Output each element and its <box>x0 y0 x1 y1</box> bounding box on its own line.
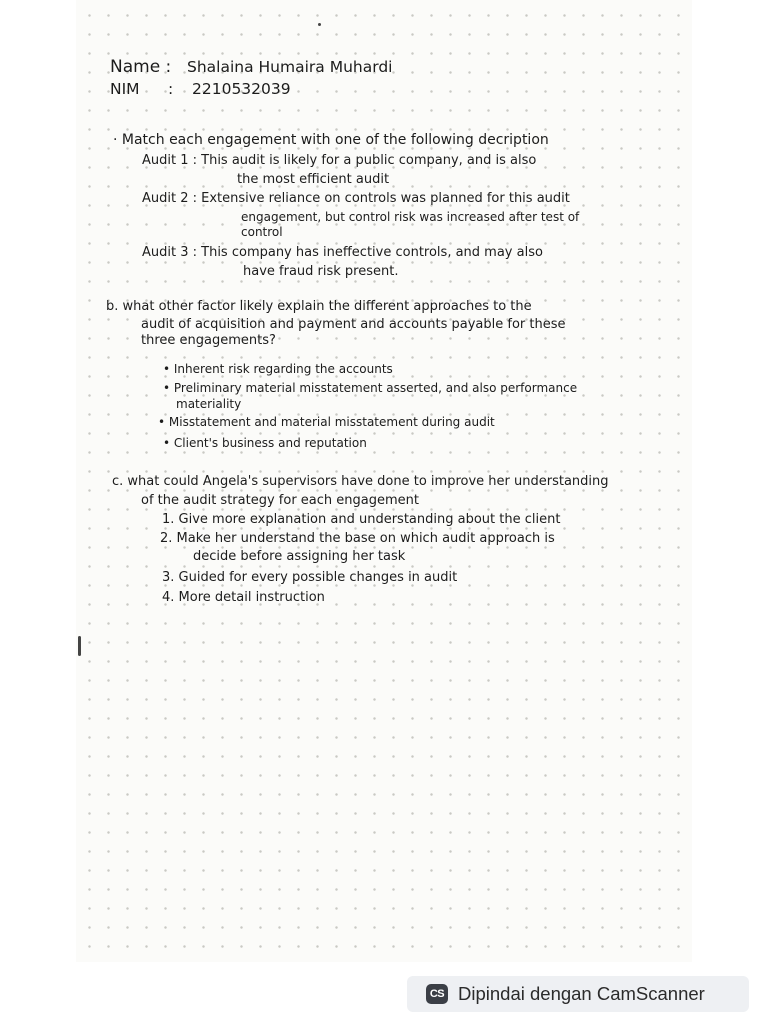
bullet-inherent-risk: • Inherent risk regarding the accounts <box>163 362 393 376</box>
bullet-misstatement: • Misstatement and material misstatement during audit <box>158 415 495 429</box>
audit-2-line-2: engagement, but control risk was increased after test of <box>241 210 580 224</box>
section-c-line-2: of the audit strategy for each engagement <box>141 493 419 508</box>
item-4: 4. More detail instruction <box>162 590 325 605</box>
item-1: 1. Give more explanation and understanding about the client <box>162 512 561 527</box>
name-value: Shalaina Humaira Muhardi <box>187 58 393 76</box>
camscanner-stamp <box>407 976 749 1012</box>
paper-speck <box>318 23 321 26</box>
audit-1-line-2: the most efficient audit <box>237 172 390 187</box>
name-label: Name : <box>110 57 172 77</box>
audit-2-line-1: Audit 2 : Extensive reliance on controls was planned for this audit <box>142 191 570 206</box>
bullet-preliminary-line-2: materiality <box>176 397 242 411</box>
item-2-line-1: 2. Make her understand the base on which audit approach is <box>160 531 555 546</box>
section-b-line-3: three engagements? <box>141 333 276 348</box>
audit-3-line-1: Audit 3 : This company has ineffective controls, and may also <box>142 245 543 260</box>
nim-colon: : <box>168 80 174 98</box>
section-a-prompt: · Match each engagement with one of the following decription <box>113 132 549 148</box>
section-b-line-1: b. what other factor likely explain the different approaches to the <box>106 299 532 314</box>
nim-value: 2210532039 <box>192 80 291 98</box>
audit-2-line-3: control <box>241 225 283 239</box>
audit-3-line-2: have fraud risk present. <box>243 264 399 279</box>
bullet-business: • Client's business and reputation <box>163 436 367 450</box>
nim-label: NIM <box>110 80 140 98</box>
item-3: 3. Guided for every possible changes in audit <box>162 570 458 585</box>
section-c-line-1: c. what could Angela's supervisors have done to improve her understanding <box>112 474 609 489</box>
paper-mark <box>78 636 81 656</box>
camscanner-logo-icon: CS <box>426 984 448 1004</box>
bullet-preliminary-line-1: • Preliminary material misstatement asserted, and also performance <box>163 381 578 395</box>
audit-1-line-1: Audit 1 : This audit is likely for a public company, and is also <box>142 153 537 168</box>
camscanner-text: Dipindai dengan CamScanner <box>458 983 705 1004</box>
section-b-line-2: audit of acquisition and payment and accounts payable for these <box>141 317 566 332</box>
item-2-line-2: decide before assigning her task <box>193 549 406 564</box>
